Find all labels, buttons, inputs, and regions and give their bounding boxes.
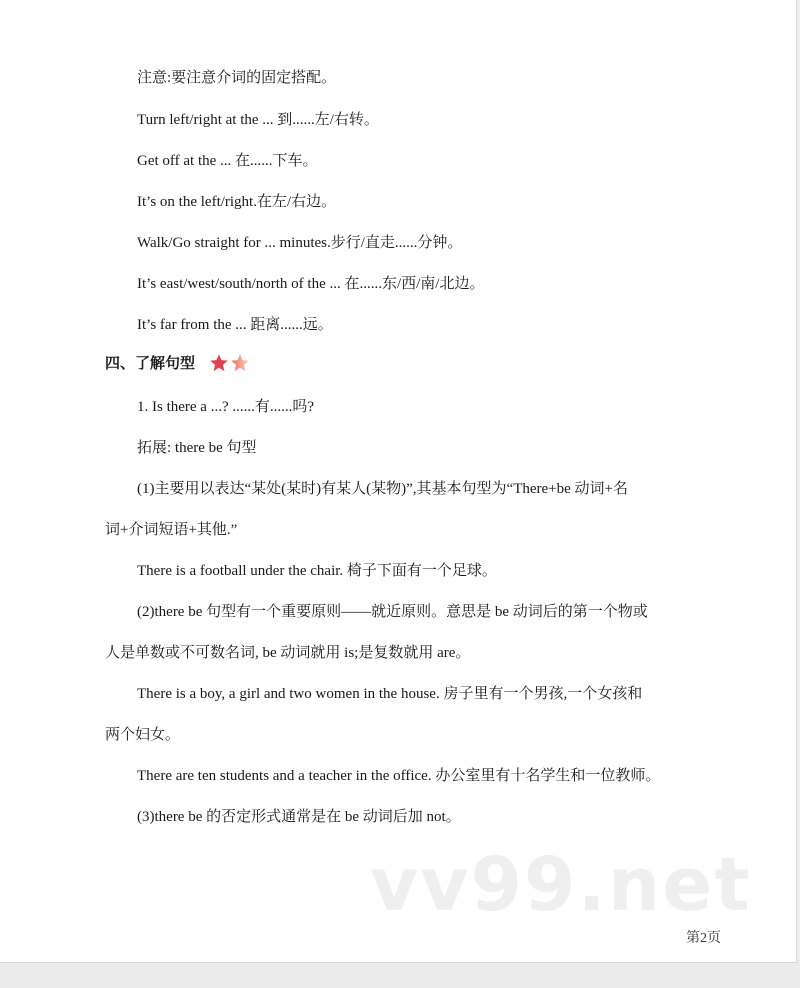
example-line: There are ten students and a teacher in the office. 办公室里有十名学生和一位教师。 [137,768,661,784]
difficulty-stars [209,353,250,373]
paragraph-line: 人是单数或不可数名词, be 动词就用 is;是复数就用 are。 [105,645,471,661]
page-number: 第2页 [686,931,721,946]
paragraph-line: (2)there be 句型有一个重要原则——就近原则。意思是 be 动词后的第一个物或 [137,604,648,620]
star-icon [209,353,229,373]
question-line: 1. Is there a ...? ......有......吗? [137,399,315,415]
paragraph-line: 词+介词短语+其他.” [105,522,238,538]
watermark: vv99.net [370,842,752,928]
half-star-icon [230,353,250,373]
phrase-line: It’s east/west/south/north of the ... 在......东/西/南/北边。 [137,276,485,292]
phrase-line: It’s on the left/right.在左/右边。 [137,194,337,210]
paragraph-line: (1)主要用以表达“某处(某时)有某人(某物)”,其基本句型为“There+be 动词+名 [137,481,628,497]
note-line: 注意:要注意介词的固定搭配。 [137,70,337,86]
paragraph-line: (3)there be 的否定形式通常是在 be 动词后加 not。 [137,809,461,825]
section-title: 四、了解句型 [105,354,196,372]
phrase-line: Turn left/right at the ... 到......左/右转。 [137,112,379,128]
example-line: 两个妇女。 [105,727,181,743]
phrase-line: It’s far from the ... 距离......远。 [137,317,333,333]
example-line: There is a football under the chair. 椅子下面有一个足球。 [137,563,497,579]
example-line: There is a boy, a girl and two women in the house. 房子里有一个男孩,一个女孩和 [137,686,643,702]
expand-label: 拓展: there be 句型 [137,440,257,456]
phrase-line: Walk/Go straight for ... minutes.步行/直走......分钟。 [137,235,463,251]
section-heading [105,352,250,374]
phrase-line: Get off at the ... 在......下车。 [137,153,318,169]
